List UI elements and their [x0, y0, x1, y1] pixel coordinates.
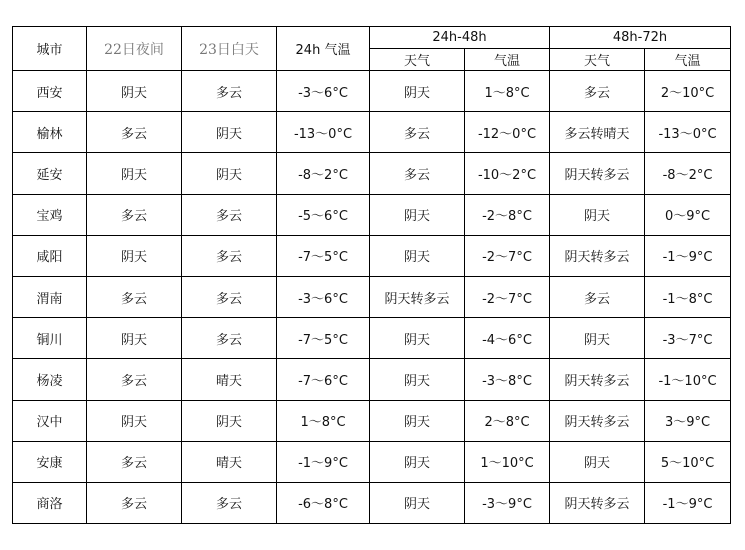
cell-day23-weather: 多云: [182, 482, 277, 523]
cell-night22-weather: 多云: [87, 194, 182, 235]
cell-temp72: -8～2°C: [645, 153, 731, 194]
header-temp-72: 气温: [645, 49, 731, 71]
cell-night22-weather: 多云: [87, 359, 182, 400]
cell-weather72: 阴天转多云: [550, 359, 645, 400]
cell-temp48: -3～8°C: [465, 359, 550, 400]
cell-temp72: -1～10°C: [645, 359, 731, 400]
forecast-table: [12, 26, 731, 524]
cell-temp48: -2～8°C: [465, 194, 550, 235]
header-row-top: [13, 27, 731, 49]
cell-day23-weather: 阴天: [182, 153, 277, 194]
cell-night22-weather: 多云: [87, 276, 182, 317]
header-period-72: 48h-72h: [550, 27, 731, 49]
cell-weather48: 多云: [370, 112, 465, 153]
cell-weather72: 阴天转多云: [550, 482, 645, 523]
cell-weather72: 阴天: [550, 318, 645, 359]
cell-temp72: 0～9°C: [645, 194, 731, 235]
table-row: [13, 194, 731, 235]
cell-temp24: -3～6°C: [277, 276, 370, 317]
cell-temp24: -3～6°C: [277, 71, 370, 112]
table-row: [13, 359, 731, 400]
cell-temp24: -1～9°C: [277, 441, 370, 482]
table-row: [13, 112, 731, 153]
cell-weather48: 阴天: [370, 194, 465, 235]
cell-temp24: -7～5°C: [277, 235, 370, 276]
cell-weather48: 阴天: [370, 235, 465, 276]
cell-city: 安康: [13, 441, 87, 482]
cell-day23-weather: 多云: [182, 318, 277, 359]
cell-day23-weather: 多云: [182, 194, 277, 235]
cell-temp72: 2～10°C: [645, 71, 731, 112]
cell-temp48: 2～8°C: [465, 400, 550, 441]
cell-weather48: 阴天转多云: [370, 276, 465, 317]
cell-temp24: -7～6°C: [277, 359, 370, 400]
cell-day23-weather: 阴天: [182, 400, 277, 441]
cell-weather48: 阴天: [370, 318, 465, 359]
table-row: [13, 235, 731, 276]
cell-temp48: -2～7°C: [465, 235, 550, 276]
header-city: 城市: [13, 27, 87, 71]
table-row: [13, 153, 731, 194]
cell-day23-weather: 多云: [182, 276, 277, 317]
table-row: [13, 400, 731, 441]
cell-temp48: -4～6°C: [465, 318, 550, 359]
cell-temp48: -3～9°C: [465, 482, 550, 523]
table-row: [13, 276, 731, 317]
cell-day23-weather: 晴天: [182, 441, 277, 482]
cell-weather72: 多云: [550, 71, 645, 112]
cell-city: 汉中: [13, 400, 87, 441]
cell-temp72: -13～0°C: [645, 112, 731, 153]
cell-temp24: -6～8°C: [277, 482, 370, 523]
cell-weather48: 多云: [370, 153, 465, 194]
header-period-48: 24h-48h: [370, 27, 550, 49]
cell-city: 渭南: [13, 276, 87, 317]
cell-temp72: 5～10°C: [645, 441, 731, 482]
cell-weather72: 阴天转多云: [550, 400, 645, 441]
cell-temp48: -10～2°C: [465, 153, 550, 194]
table-row: [13, 318, 731, 359]
cell-temp72: -1～9°C: [645, 235, 731, 276]
cell-city: 商洛: [13, 482, 87, 523]
cell-day23-weather: 多云: [182, 235, 277, 276]
header-night22: 22日夜间: [87, 27, 182, 71]
header-weather-48: 天气: [370, 49, 465, 71]
cell-city: 宝鸡: [13, 194, 87, 235]
cell-temp72: 3～9°C: [645, 400, 731, 441]
cell-weather72: 阴天转多云: [550, 153, 645, 194]
cell-weather72: 阴天: [550, 441, 645, 482]
header-temp-48: 气温: [465, 49, 550, 71]
table-row: [13, 441, 731, 482]
table-row: [13, 71, 731, 112]
cell-city: 铜川: [13, 318, 87, 359]
header-weather-72: 天气: [550, 49, 645, 71]
cell-temp72: -1～8°C: [645, 276, 731, 317]
cell-night22-weather: 阴天: [87, 400, 182, 441]
cell-night22-weather: 阴天: [87, 153, 182, 194]
header-temp24: 24h 气温: [277, 27, 370, 71]
cell-city: 咸阳: [13, 235, 87, 276]
cell-city: 延安: [13, 153, 87, 194]
cell-weather48: 阴天: [370, 482, 465, 523]
cell-night22-weather: 阴天: [87, 235, 182, 276]
cell-city: 榆林: [13, 112, 87, 153]
cell-weather48: 阴天: [370, 441, 465, 482]
header-day23: 23日白天: [182, 27, 277, 71]
cell-weather48: 阴天: [370, 71, 465, 112]
cell-temp48: 1～8°C: [465, 71, 550, 112]
cell-temp48: 1～10°C: [465, 441, 550, 482]
forecast-body: [13, 71, 731, 524]
cell-temp24: -7～5°C: [277, 318, 370, 359]
cell-weather72: 阴天转多云: [550, 235, 645, 276]
cell-night22-weather: 多云: [87, 441, 182, 482]
cell-temp72: -1～9°C: [645, 482, 731, 523]
cell-temp48: -12～0°C: [465, 112, 550, 153]
cell-temp24: -8～2°C: [277, 153, 370, 194]
cell-city: 杨凌: [13, 359, 87, 400]
cell-temp48: -2～7°C: [465, 276, 550, 317]
cell-day23-weather: 多云: [182, 71, 277, 112]
cell-weather72: 多云转晴天: [550, 112, 645, 153]
cell-night22-weather: 多云: [87, 112, 182, 153]
cell-weather72: 阴天: [550, 194, 645, 235]
cell-temp24: -5～6°C: [277, 194, 370, 235]
cell-night22-weather: 阴天: [87, 71, 182, 112]
cell-temp72: -3～7°C: [645, 318, 731, 359]
cell-night22-weather: 阴天: [87, 318, 182, 359]
cell-city: 西安: [13, 71, 87, 112]
cell-night22-weather: 多云: [87, 482, 182, 523]
cell-day23-weather: 阴天: [182, 112, 277, 153]
cell-weather48: 阴天: [370, 400, 465, 441]
table-row: [13, 482, 731, 523]
cell-weather48: 阴天: [370, 359, 465, 400]
cell-weather72: 多云: [550, 276, 645, 317]
cell-day23-weather: 晴天: [182, 359, 277, 400]
cell-temp24: 1～8°C: [277, 400, 370, 441]
cell-temp24: -13～0°C: [277, 112, 370, 153]
